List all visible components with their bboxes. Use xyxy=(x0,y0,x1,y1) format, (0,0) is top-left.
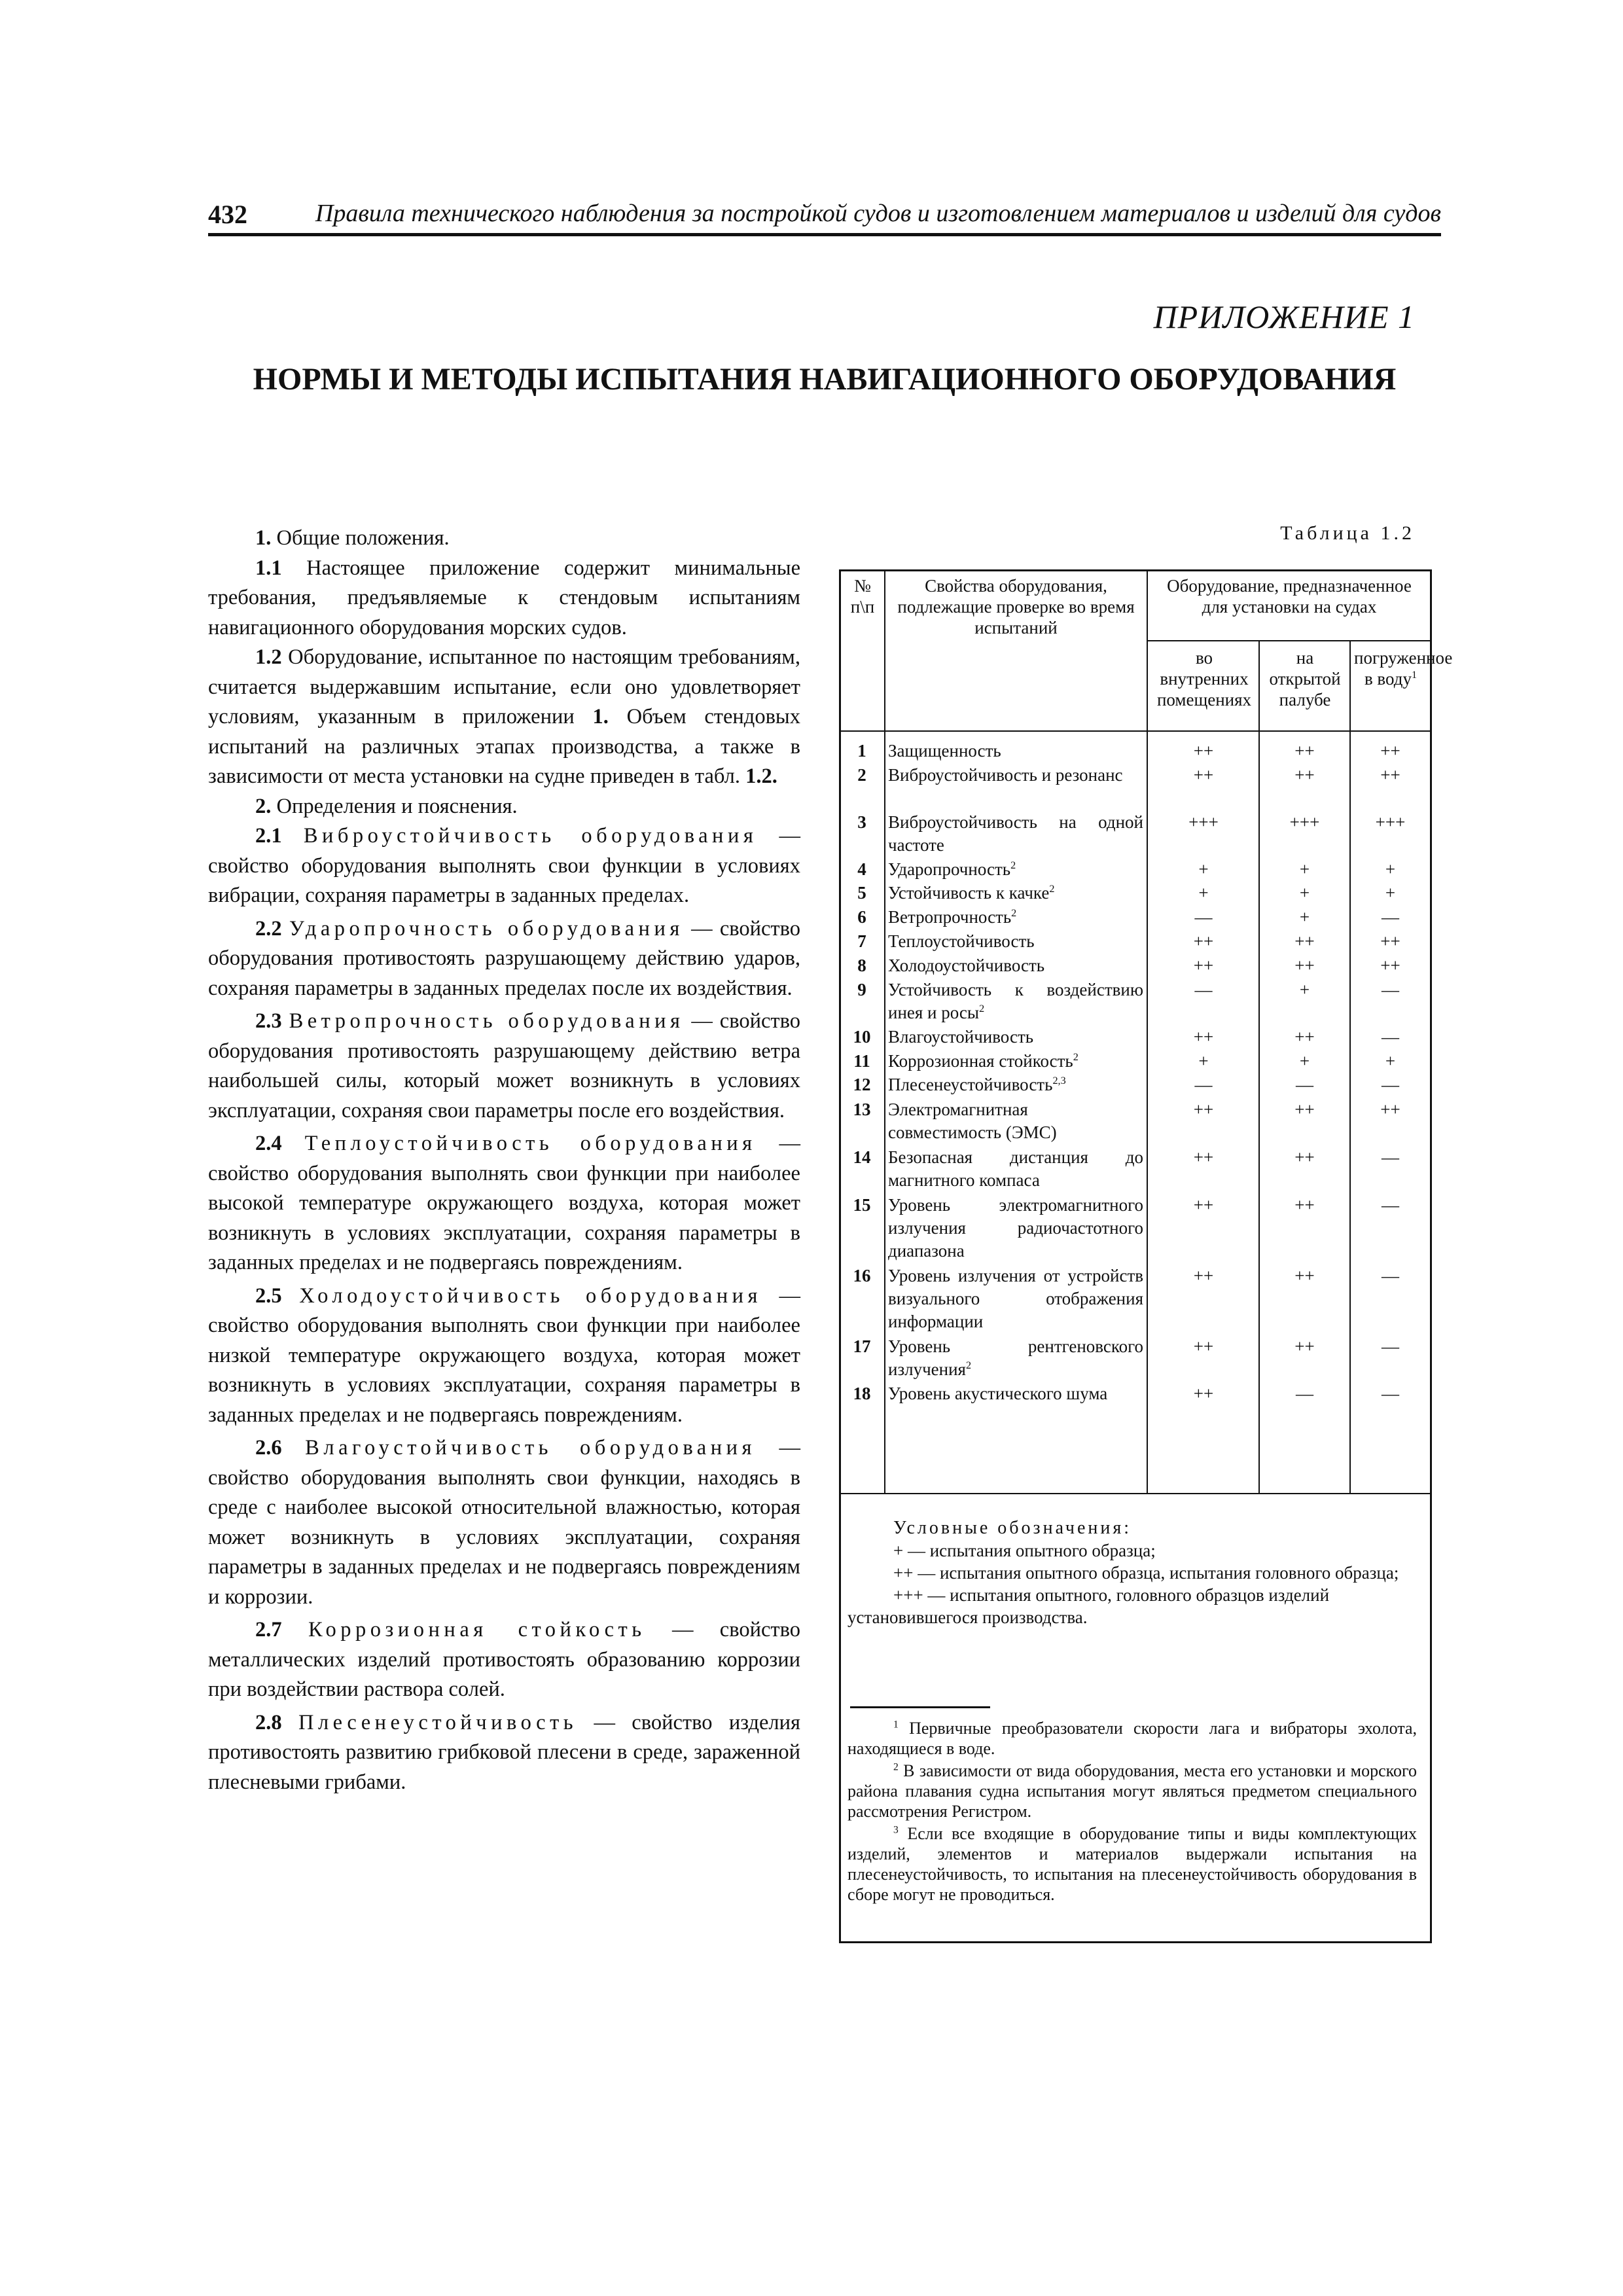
cell-deck: + xyxy=(1299,883,1310,903)
cell-inside: +++ xyxy=(1188,812,1219,832)
row-property-text: Уровень рентгеновского излучения xyxy=(888,1336,1143,1379)
cell-submerged: ++ xyxy=(1380,931,1400,951)
cell-deck: — xyxy=(1296,1384,1313,1403)
cell-deck: ++ xyxy=(1294,1027,1315,1047)
row-property-text: Плесенеустойчивость xyxy=(888,1075,1053,1094)
footnote-mark: 2 xyxy=(1011,907,1017,919)
definition-2-1: 2.1 Виброустойчивость оборудования — свойство оборудования выполнять свои функции в условиях вибрации, сохраняя параметры в заданных пределах. xyxy=(208,824,800,907)
row-property-text: Холодоустойчивость xyxy=(888,956,1045,975)
row-property xyxy=(888,978,1143,1024)
cell-submerged: ++ xyxy=(1380,1100,1400,1119)
cell-deck: + xyxy=(1299,1051,1310,1071)
legend-title: Условные обозначения: xyxy=(893,1518,1132,1538)
table-divider xyxy=(841,1493,1430,1494)
cell-inside: ++ xyxy=(1193,1100,1214,1119)
cell-inside: — xyxy=(1194,980,1213,999)
paragraph-1-2: 1.2 Оборудование, испытанное по настоящим требованиям, считается выдержавшим испытание, если оно удовлетворяет условиям, указанным в приложении 1. Объем стендовых испытаний на различных этапах производства, а также в зависимости от места установки на судне приведен в табл. 1.2. xyxy=(208,645,801,788)
definition-2-5: 2.5 Холодоустойчивость оборудования — свойство оборудования выполнять свои функции при наиболее низкой температуре окружающего воздуха, которая может возникнуть в условиях эксплуатации, сохраняя параметры в заданных пределах и не подвергаясь повреждениям. xyxy=(208,1283,801,1427)
header-open-deck: на открытой палубе xyxy=(1269,648,1341,709)
definition-2-3: 2.3 Ветропрочность оборудования — свойство оборудования противостоять разрушающему действию ветра наибольшей силы, который может возникнуть в условиях эксплуатации, сохраняя свои параметры после его воздействия. xyxy=(208,1009,800,1122)
row-property-text: Виброустойчивость на одной частоте xyxy=(888,812,1143,855)
row-property xyxy=(888,1335,1143,1381)
cell-submerged: + xyxy=(1385,1051,1396,1071)
requirements-table xyxy=(839,569,1453,1943)
definition-2-2: 2.2 Ударопрочность оборудования — свойство оборудования противостоять разрушающему действию ударов, сохраняя параметры в заданных пределах после их воздействия. xyxy=(208,916,801,1000)
cell-deck: + xyxy=(1299,980,1310,999)
footnote: $^1$ Первичные преобразователи скорости лага и вибраторы эхолота, находящиеся в воде. xyxy=(847,1719,1418,1758)
table-footnotes xyxy=(847,1718,1417,1907)
row-property xyxy=(888,764,1143,787)
cell-inside: ++ xyxy=(1193,765,1214,785)
table-caption: Таблица 1.2 xyxy=(1280,522,1415,544)
cell-submerged: — xyxy=(1382,1027,1399,1047)
cell-submerged: ++ xyxy=(1380,765,1400,785)
definition-2-4: 2.4 Теплоустойчивость оборудования — свойство оборудования выполнять свои функции при наиболее высокой температуре окружающего воздуха, которая может возникнуть в условиях эксплуатации, сохраняя параметры в заданных пределах и не подвергаясь повреждениям. xyxy=(208,1132,801,1274)
definition-2-8: 2.8 Плесенеустойчивость — свойство изделия противостоять развитию грибковой плесени в среде, зараженной плесневыми грибами. xyxy=(208,1710,800,1794)
cell-submerged: — xyxy=(1382,1147,1399,1167)
row-property xyxy=(888,1050,1143,1073)
appendix-label: ПРИЛОЖЕНИЕ 1 xyxy=(1153,298,1415,335)
cell-inside: — xyxy=(1194,907,1213,927)
table-legend xyxy=(847,1517,1417,1628)
footnote-mark: 2 xyxy=(965,1359,972,1371)
cell-deck: ++ xyxy=(1294,765,1315,785)
row-property xyxy=(888,882,1143,905)
cell-inside: ++ xyxy=(1193,1195,1214,1215)
row-property xyxy=(888,1026,1143,1049)
row-property-text: Уровень акустического шума xyxy=(888,1384,1108,1403)
cell-inside: ++ xyxy=(1193,956,1214,975)
page-header xyxy=(208,196,1441,236)
row-property xyxy=(888,811,1143,857)
row-property-text: Защищенность xyxy=(888,741,1001,761)
cell-inside: + xyxy=(1198,859,1209,879)
cell-deck: ++ xyxy=(1294,931,1315,951)
row-number: 6 xyxy=(857,907,866,927)
cell-inside: ++ xyxy=(1193,1384,1214,1403)
row-property xyxy=(888,1265,1143,1333)
table-divider xyxy=(884,571,885,1493)
footnote-mark: 2,3 xyxy=(1052,1075,1066,1086)
row-property-text: Ветропрочность xyxy=(888,907,1012,927)
row-property xyxy=(888,740,1143,762)
row-property xyxy=(888,1098,1143,1144)
row-property-text: Электромагнитная совместимость (ЭМС) xyxy=(888,1100,1057,1142)
row-number: 12 xyxy=(853,1075,871,1094)
cell-submerged: +++ xyxy=(1375,812,1406,832)
cell-submerged: — xyxy=(1382,1075,1399,1094)
cell-deck: — xyxy=(1296,1075,1313,1094)
row-property-text: Коррозионная стойкость xyxy=(888,1051,1073,1071)
row-property xyxy=(888,1146,1143,1192)
row-property-text: Уровень электромагнитного излучения радиочастотного диапазона xyxy=(888,1195,1143,1261)
header-number: № п\п xyxy=(850,576,875,617)
row-number: 2 xyxy=(857,765,866,785)
table-divider xyxy=(1147,640,1430,641)
cell-submerged: — xyxy=(1382,907,1399,927)
section-1-heading: 1. Общие положения. xyxy=(255,526,450,550)
cell-inside: + xyxy=(1198,1051,1209,1071)
cell-inside: ++ xyxy=(1193,1266,1214,1285)
cell-submerged: — xyxy=(1382,1384,1399,1403)
definition-2-7: 2.7 Коррозионная стойкость — свойство металлических изделий противостоять образованию коррозии при воздействии раствора солей. xyxy=(208,1618,800,1701)
page-title: НОРМЫ И МЕТОДЫ ИСПЫТАНИЯ НАВИГАЦИОННОГО ОБОРУДОВАНИЯ xyxy=(253,362,1397,397)
cell-deck: ++ xyxy=(1294,1100,1315,1119)
row-property xyxy=(888,930,1143,953)
cell-deck: ++ xyxy=(1294,741,1315,761)
paragraph-1-1: 1.1 Настоящее приложение содержит минимальные требования, предъявляемые к стендовым испытаниям навигационного оборудования морских судов. xyxy=(208,556,801,639)
footnote-mark: 2 xyxy=(979,1003,985,1014)
row-property xyxy=(888,954,1143,977)
table-divider xyxy=(841,730,1430,732)
legend-item: + — испытания опытного образца; xyxy=(893,1541,1156,1560)
cell-deck: ++ xyxy=(1294,1195,1315,1215)
cell-submerged: + xyxy=(1385,883,1396,903)
running-title: Правила технического наблюдения за постройкой судов и изготовлением материалов и изделий для судов xyxy=(315,200,1441,227)
cell-submerged: — xyxy=(1382,980,1399,999)
row-number: 10 xyxy=(853,1027,871,1047)
row-number: 5 xyxy=(857,883,866,903)
row-property-text: Влагоустойчивость xyxy=(888,1027,1034,1047)
cell-deck: +++ xyxy=(1289,812,1320,832)
body-text xyxy=(208,524,800,1797)
cell-inside: ++ xyxy=(1193,741,1214,761)
header-property: Свойства оборудования, подлежащие проверке во время испытаний xyxy=(897,576,1135,637)
row-number: 15 xyxy=(853,1195,871,1215)
row-number: 18 xyxy=(853,1384,871,1403)
row-number: 1 xyxy=(857,741,866,761)
row-property-text: Уровень излучения от устройств визуального отображения информации xyxy=(888,1266,1143,1331)
cell-submerged: ++ xyxy=(1380,956,1400,975)
page-number: 432 xyxy=(208,200,247,229)
legend-item: ++ — испытания опытного образца, испытания головного образца; xyxy=(893,1563,1399,1583)
cell-inside: ++ xyxy=(1193,931,1214,951)
cell-submerged: + xyxy=(1385,859,1396,879)
row-property-text: Устойчивость к воздействию инея и росы xyxy=(888,980,1143,1022)
table-divider xyxy=(1147,571,1148,1493)
row-property-text: Теплоустойчивость xyxy=(888,931,1035,951)
row-number: 17 xyxy=(853,1336,871,1356)
cell-deck: + xyxy=(1299,859,1310,879)
footnote-mark: 2 xyxy=(1049,883,1055,895)
definition-2-6: 2.6 Влагоустойчивость оборудования — свойство оборудования выполнять свои функции, находясь в среде с наиболее высокой относительной влажностью, которая может возникнуть в условиях эксплуатации, сохраняя параметры в заданных пределах и не подвергаясь повреждениям и коррозии. xyxy=(208,1436,800,1609)
cell-deck: ++ xyxy=(1294,1266,1315,1285)
row-property-text: Виброустойчивость и резонанс xyxy=(888,765,1123,785)
footnote: $^2$ В зависимости от вида оборудования, места его установки и морского района плавания судна испытания могут являться предметом специального рассмотрения Регистром. xyxy=(847,1761,1417,1821)
cell-inside: + xyxy=(1198,883,1209,903)
cell-deck: + xyxy=(1299,907,1310,927)
row-number: 14 xyxy=(853,1147,871,1167)
row-number: 16 xyxy=(853,1266,871,1285)
cell-deck: ++ xyxy=(1294,1336,1315,1356)
row-number: 7 xyxy=(857,931,866,951)
section-2-heading: 2. Определения и пояснения. xyxy=(255,794,518,818)
cell-inside: ++ xyxy=(1193,1027,1214,1047)
cell-submerged: ++ xyxy=(1380,741,1400,761)
cell-submerged: — xyxy=(1382,1336,1399,1356)
footnote-mark: 2 xyxy=(1010,859,1016,871)
cell-deck: ++ xyxy=(1294,1147,1315,1167)
header-submerged: погруженное в воду$^1$ xyxy=(1354,648,1453,689)
row-property xyxy=(888,1194,1143,1263)
cell-submerged: — xyxy=(1382,1266,1399,1285)
cell-inside: ++ xyxy=(1193,1336,1214,1356)
row-property-text: Ударопрочность xyxy=(888,859,1011,879)
row-property xyxy=(888,858,1143,881)
row-number: 11 xyxy=(853,1051,870,1071)
cell-inside: ++ xyxy=(1193,1147,1214,1167)
row-number: 3 xyxy=(857,812,866,832)
cell-deck: ++ xyxy=(1294,956,1315,975)
row-property-text: Безопасная дистанция до магнитного компаса xyxy=(888,1147,1143,1190)
row-number: 9 xyxy=(857,980,866,999)
row-property xyxy=(888,1073,1143,1096)
cell-inside: — xyxy=(1194,1075,1213,1094)
row-number: 13 xyxy=(853,1100,871,1119)
footnote-rule xyxy=(850,1706,990,1708)
header-inside-spaces: во внутренних помещениях xyxy=(1156,648,1252,709)
cell-submerged: — xyxy=(1382,1195,1399,1215)
row-property-text: Устойчивость к качке xyxy=(888,883,1050,903)
header-equipment-group: Оборудование, предназначенное для установки на судах xyxy=(1167,576,1412,617)
row-number: 8 xyxy=(857,956,866,975)
row-property xyxy=(888,1382,1143,1405)
footnote: $^3$ Если все входящие в оборудование типы и виды комплектующих изделий, элементов и материалов выдержали испытания на плесенеустойчивость, то испытания на плесенеустойчивость оборудования в сборе могут не проводиться. xyxy=(847,1824,1418,1904)
row-number: 4 xyxy=(857,859,866,879)
row-property xyxy=(888,906,1143,929)
footnote-mark: 2 xyxy=(1073,1051,1079,1063)
legend-item: +++ — испытания опытного, головного образцов изделий установившегося производства. xyxy=(847,1585,1330,1627)
